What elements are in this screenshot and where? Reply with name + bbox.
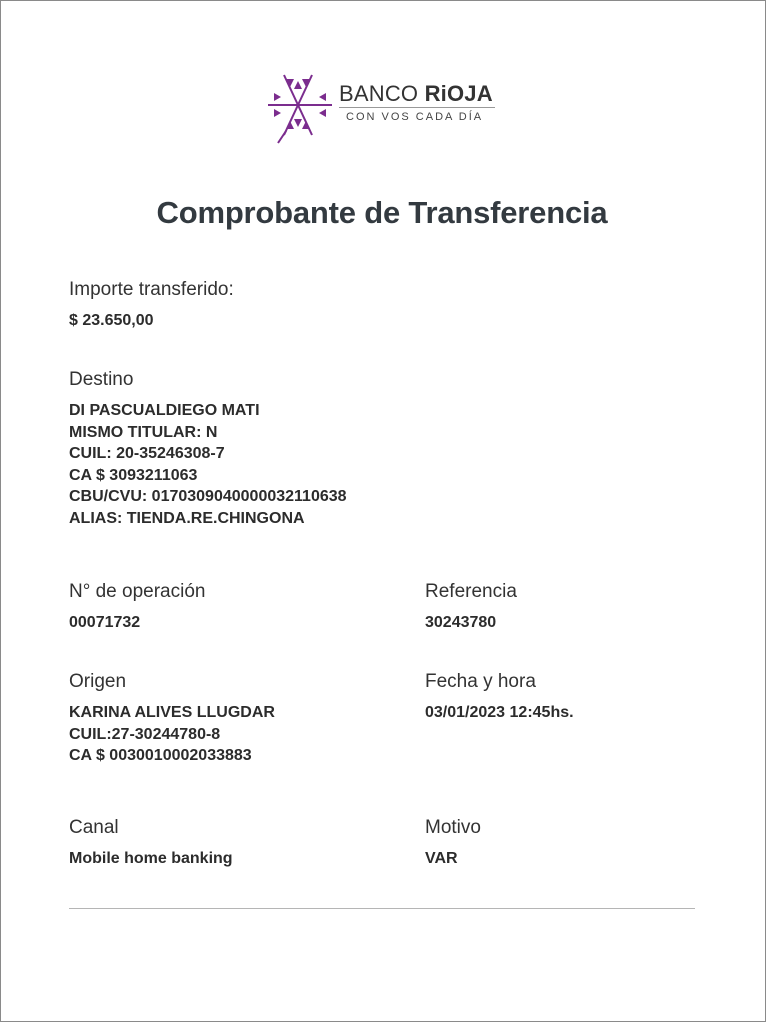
destino-cbu: CBU/CVU: 0170309040000032110638: [69, 488, 347, 505]
operacion-label: N° de operación: [69, 581, 206, 602]
canal-value: Mobile home banking: [69, 850, 233, 867]
fecha-label: Fecha y hora: [425, 671, 536, 692]
destino-name: DI PASCUALDIEGO MATI: [69, 402, 260, 419]
destino-cuil: CUIL: 20-35246308-7: [69, 445, 225, 462]
bank-name-part1: BANCO: [339, 81, 425, 106]
origen-cuil: CUIL:27-30244780-8: [69, 725, 221, 743]
referencia-value: 30243780: [425, 614, 497, 631]
destino-label: Destino: [69, 369, 134, 390]
canal-label: Canal: [69, 817, 119, 838]
bank-name-part2: RiOJA: [424, 81, 493, 106]
origen-name: KARINA ALIVES LLUGDAR: [69, 704, 275, 721]
bank-name: [339, 81, 493, 107]
origen-account: CA $ 0030010002033883: [69, 747, 252, 764]
referencia-label: Referencia: [425, 581, 517, 602]
destino-alias: ALIAS: TIENDA.RE.CHINGONA: [69, 509, 305, 527]
destino-details: [69, 400, 347, 529]
importe-label: Importe transferido:: [69, 279, 234, 300]
bank-logo-icon: [266, 71, 334, 146]
bottom-divider: [69, 908, 695, 909]
bank-tagline: CON VOS CADA DÍA: [346, 111, 484, 123]
operacion-value: 00071732: [69, 614, 141, 631]
destino-account: CA $ 3093211063: [69, 466, 198, 484]
importe-value: $ 23.650,00: [69, 312, 154, 329]
bank-logo: [266, 71, 506, 146]
motivo-label: Motivo: [425, 817, 481, 838]
motivo-value: VAR: [425, 850, 458, 867]
origen-details: [69, 702, 275, 767]
brand-divider: [339, 107, 495, 108]
fecha-value: 03/01/2023 12:45hs.: [425, 704, 574, 721]
page-title: Comprobante de Transferencia: [156, 195, 608, 230]
destino-same-holder: MISMO TITULAR: N: [69, 423, 218, 441]
origen-label: Origen: [69, 671, 127, 692]
